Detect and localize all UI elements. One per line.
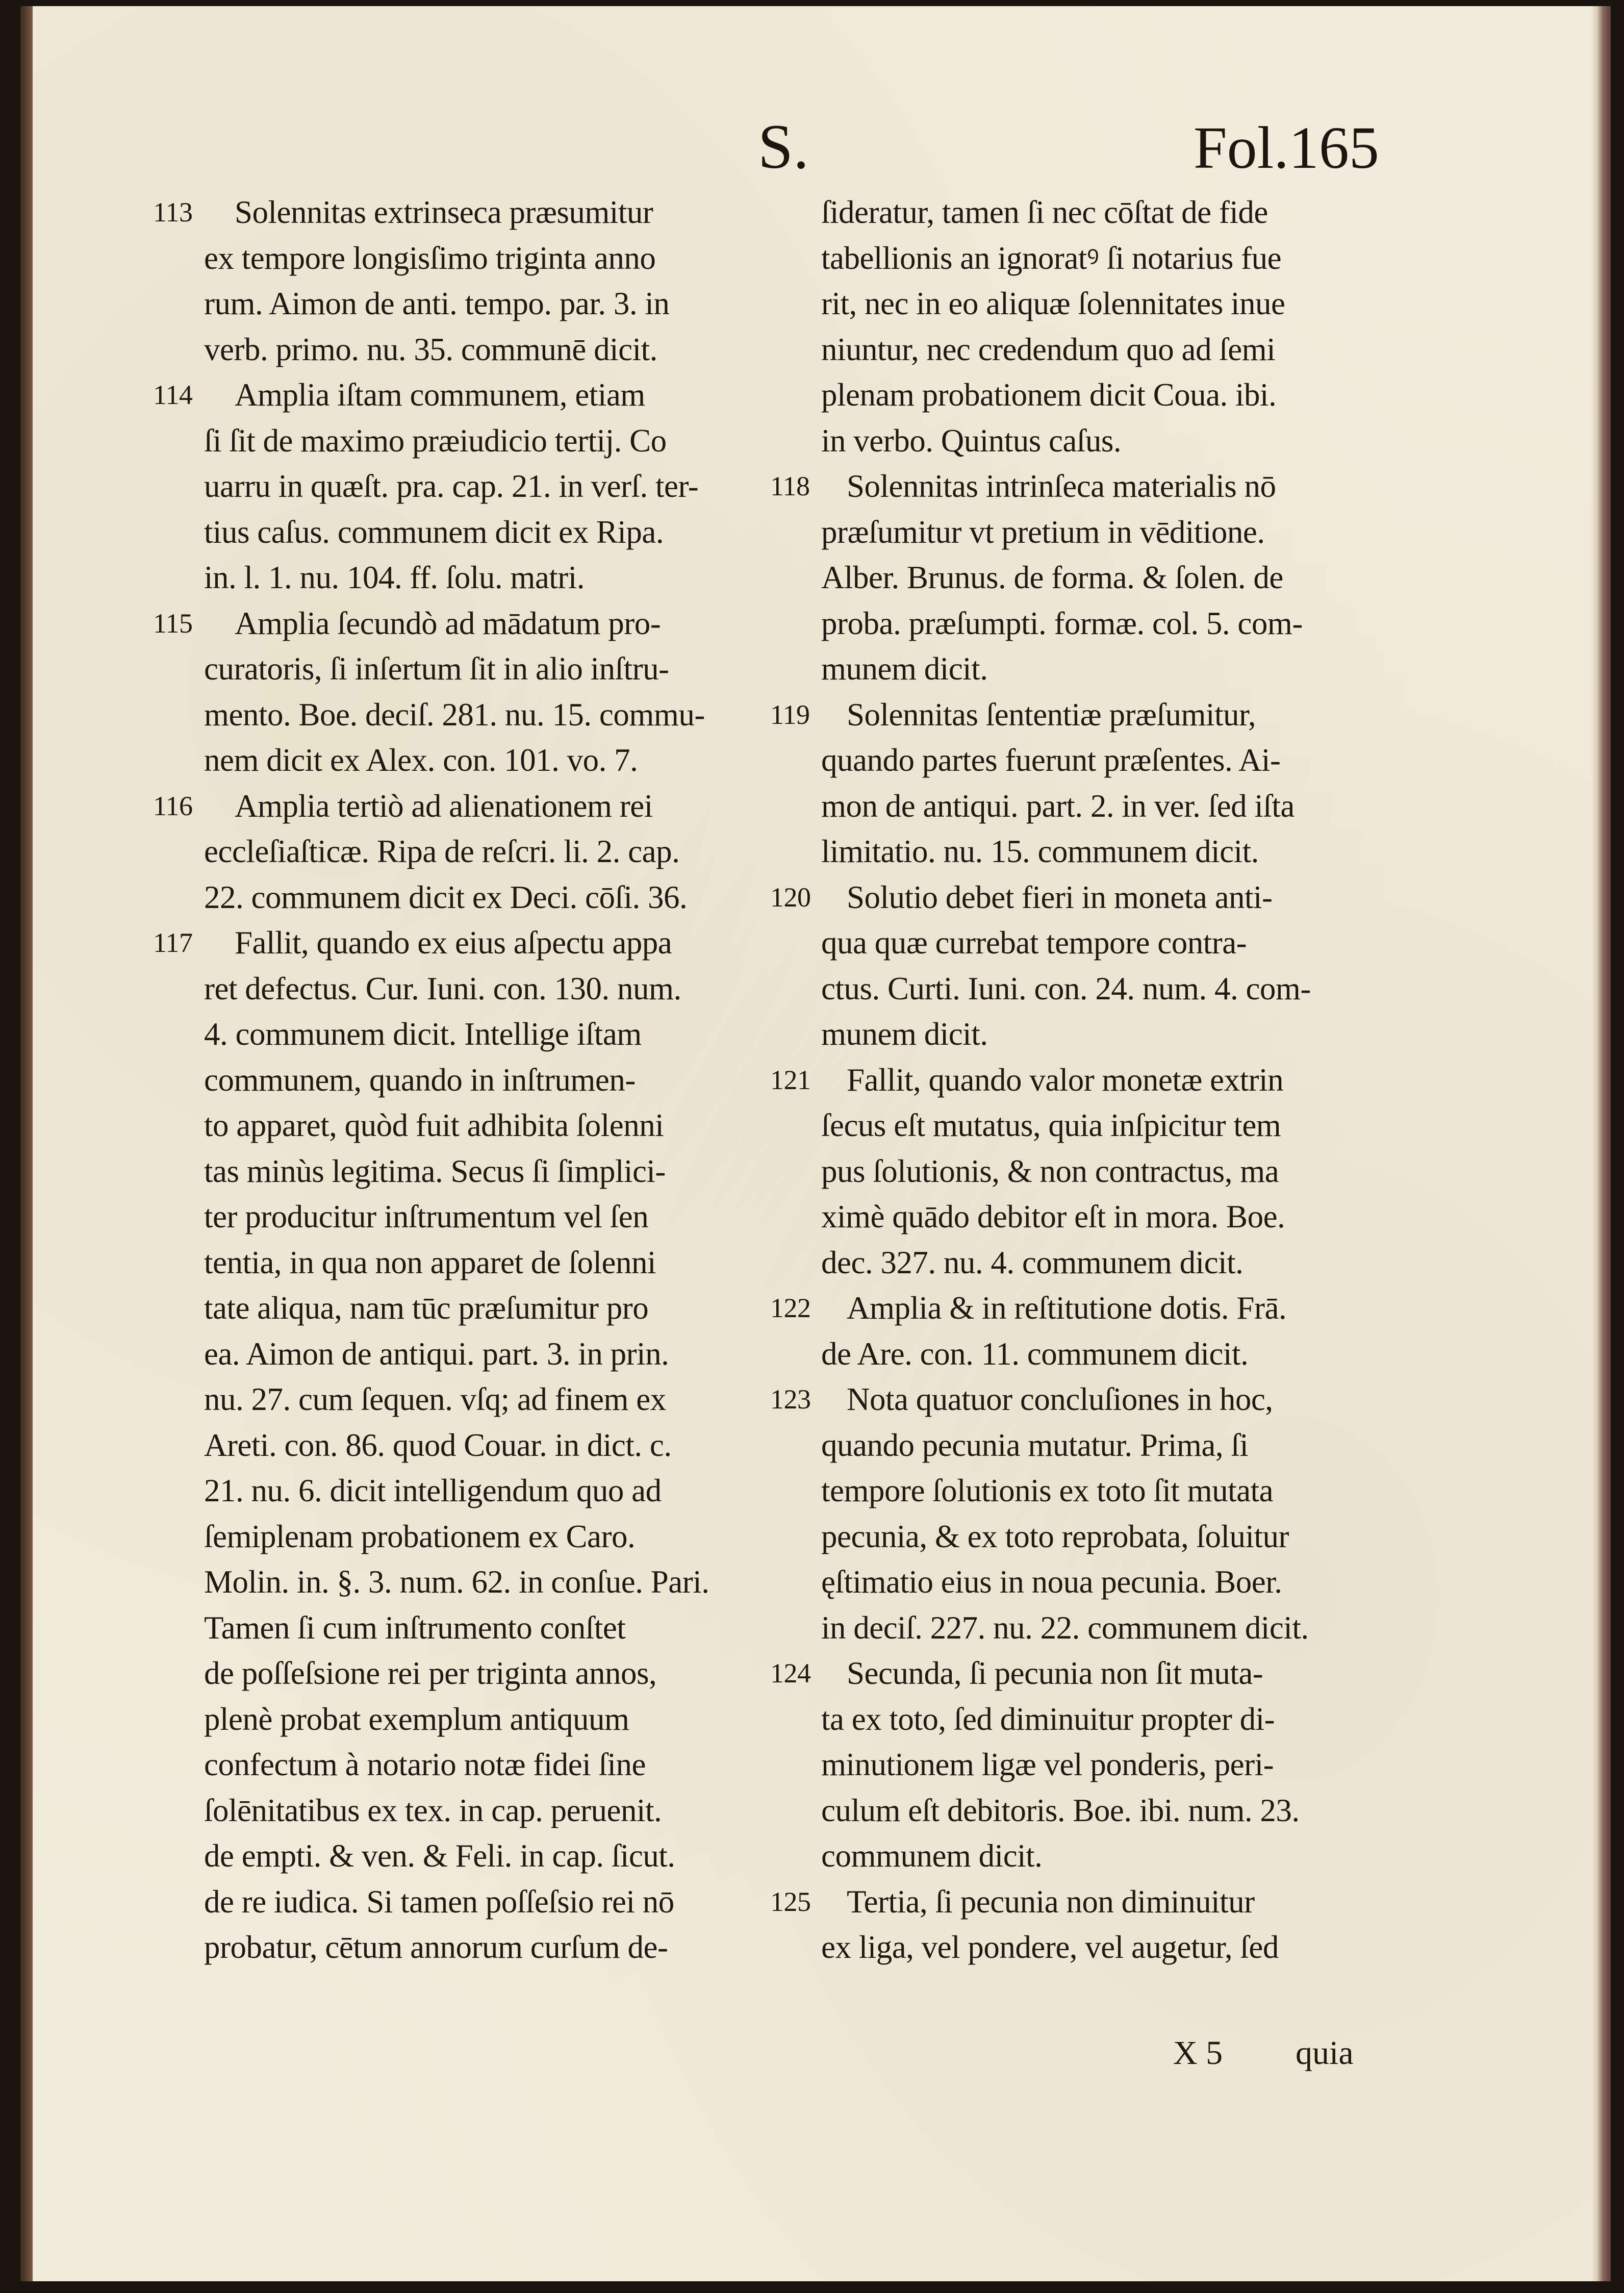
text-line: [153, 190, 765, 236]
text-line: [153, 1103, 765, 1149]
text-line: [770, 1331, 1382, 1377]
text-line: [770, 1651, 1382, 1697]
line-text: ſideratur, tamen ſi nec cōſtat de fide: [821, 194, 1268, 230]
text-line: [770, 875, 1382, 921]
line-text: de poſſeſsione rei per triginta annos,: [204, 1655, 657, 1691]
line-text: munem dicit.: [821, 651, 988, 687]
line-text: quando partes fuerunt præſentes. Ai-: [821, 742, 1281, 778]
text-line: [770, 1423, 1382, 1469]
text-line: [153, 236, 765, 282]
text-line: [153, 646, 765, 692]
line-text: plenam probationem dicit Coua. ibi.: [821, 377, 1277, 413]
text-line: [153, 1925, 765, 1971]
line-text: de empti. & ven. & Feli. in cap. ſicut.: [204, 1838, 675, 1874]
text-line: [770, 418, 1382, 464]
text-line: [153, 1377, 765, 1423]
paragraph-number: 116: [153, 790, 193, 821]
line-text: Fallit, quando ex eius aſpectu appa: [235, 925, 672, 961]
text-line: [770, 1925, 1382, 1971]
line-text: pus ſolutionis, & non contractus, ma: [821, 1153, 1279, 1189]
line-text: Amplia tertiò ad alienationem rei: [235, 788, 653, 824]
paragraph-number: 123: [770, 1384, 811, 1415]
line-text: nu. 27. cum ſequen. vſq; ad finem ex: [204, 1381, 666, 1417]
text-line: [153, 555, 765, 601]
line-text: tentia, in qua non apparet de ſolenni: [204, 1244, 656, 1280]
text-line: [153, 920, 765, 966]
text-line: [770, 692, 1382, 738]
text-line: [770, 1788, 1382, 1834]
line-text: ximè quādo debitor eſt in mora. Boe.: [821, 1199, 1285, 1234]
line-text: culum eſt debitoris. Boe. ibi. num. 23.: [821, 1792, 1300, 1828]
line-text: rit, nec in eo aliquæ ſolennitates inue: [821, 286, 1285, 321]
text-line: [153, 1057, 765, 1103]
paragraph-number: 117: [153, 927, 193, 958]
line-text: communem, quando in inſtrumen-: [204, 1062, 636, 1098]
line-text: Fallit, quando valor monetæ extrin: [847, 1062, 1284, 1098]
line-text: tas minùs legitima. Secus ſi ſimplici-: [204, 1153, 666, 1189]
text-line: [153, 1240, 765, 1286]
paragraph-number: 114: [153, 380, 193, 410]
text-line: [153, 1559, 765, 1605]
paragraph-number: 120: [770, 881, 811, 913]
line-text: mento. Boe. deciſ. 281. nu. 15. commu-: [204, 696, 705, 733]
line-text: ęſtimatio eius in noua pecunia. Boer.: [821, 1564, 1282, 1600]
text-line: [770, 236, 1382, 282]
text-line: [770, 1514, 1382, 1560]
text-line: [153, 1468, 765, 1514]
text-line: [770, 1240, 1382, 1286]
text-line: [153, 1286, 765, 1331]
text-line: [770, 1012, 1382, 1057]
line-text: ſi ſit de maximo præiudicio tertij. Co: [204, 422, 667, 459]
line-text: Solennitas extrinseca præsumitur: [235, 194, 653, 230]
text-line: [153, 1742, 765, 1788]
text-line: [153, 966, 765, 1012]
line-text: in deciſ. 227. nu. 22. communem dicit.: [821, 1609, 1309, 1646]
text-line: [153, 1012, 765, 1057]
line-text: præſumitur vt pretium in vēditione.: [821, 514, 1265, 550]
line-text: ret defectus. Cur. Iuni. con. 130. num.: [204, 970, 681, 1006]
line-text: munem dicit.: [821, 1016, 988, 1052]
text-line: [153, 1331, 765, 1377]
text-line: [770, 281, 1382, 327]
line-text: Areti. con. 86. quod Couar. in dict. c.: [204, 1427, 672, 1463]
line-text: qua quæ currebat tempore contra-: [821, 925, 1247, 961]
line-text: Amplia iſtam communem, etiam: [235, 377, 645, 413]
text-line: [770, 1833, 1382, 1879]
line-text: uarru in quæſt. pra. cap. 21. in verſ. ter-: [204, 468, 699, 504]
paragraph-number: 124: [770, 1658, 811, 1689]
text-line: [153, 1149, 765, 1195]
line-text: Tamen ſi cum inſtrumento conſtet: [204, 1609, 626, 1646]
text-line: [770, 1879, 1382, 1925]
text-line: [153, 510, 765, 556]
text-line: [770, 601, 1382, 647]
line-text: curatoris, ſi inſertum ſit in alio inſtru-: [204, 651, 669, 687]
line-text: dec. 327. nu. 4. communem dicit.: [821, 1244, 1244, 1280]
text-line: [770, 510, 1382, 556]
text-line: [153, 1194, 765, 1240]
text-line: [770, 1057, 1382, 1103]
line-text: tate aliqua, nam tūc præſumitur pro: [204, 1290, 649, 1326]
line-text: de Are. con. 11. communem dicit.: [821, 1336, 1249, 1372]
line-text: Tertia, ſi pecunia non diminuitur: [847, 1883, 1255, 1920]
line-text: Alber. Brunus. de forma. & ſolen. de: [821, 560, 1283, 595]
running-head-letter: S.: [758, 112, 809, 182]
paragraph-number: 122: [770, 1293, 811, 1323]
text-line: [153, 738, 765, 784]
line-text: Nota quatuor concluſiones in hoc,: [847, 1381, 1273, 1417]
text-line: [153, 1514, 765, 1560]
text-line: [153, 1423, 765, 1469]
text-line: [770, 1559, 1382, 1605]
text-line: [770, 372, 1382, 418]
line-text: communem dicit.: [821, 1838, 1043, 1874]
page-edge: [1591, 6, 1611, 2281]
text-line: [770, 464, 1382, 510]
line-text: quando pecunia mutatur. Prima, ſi: [821, 1427, 1249, 1463]
text-line: [770, 920, 1382, 966]
text-line: [153, 1879, 765, 1925]
line-text: ea. Aimon de antiqui. part. 3. in prin.: [204, 1336, 669, 1372]
line-text: Solennitas ſententiæ præſumitur,: [847, 696, 1256, 733]
text-line: [153, 281, 765, 327]
line-text: ſecus eſt mutatus, quia inſpicitur tem: [821, 1107, 1281, 1143]
line-text: in. l. 1. nu. 104. ff. ſolu. matri.: [204, 560, 585, 595]
text-line: [770, 1149, 1382, 1195]
line-text: 22. communem dicit ex Deci. cōſi. 36.: [204, 879, 688, 915]
line-text: verb. primo. nu. 35. communē dicit.: [204, 331, 657, 367]
line-text: mon de antiqui. part. 2. in ver. ſed iſta: [821, 788, 1295, 824]
line-text: probatur, cētum annorum curſum de-: [204, 1929, 668, 1965]
catchword: quia: [1296, 2034, 1354, 2072]
right-column: [770, 190, 1382, 1971]
book-page: [20, 6, 1611, 2281]
line-text: eccleſiaſticæ. Ripa de reſcri. li. 2. cap.: [204, 834, 680, 869]
text-line: [770, 1697, 1382, 1743]
text-line: [153, 784, 765, 829]
text-line: [153, 875, 765, 921]
text-line: [770, 646, 1382, 692]
paragraph-number: 125: [770, 1886, 811, 1917]
line-text: pecunia, & ex toto reprobata, ſoluitur: [821, 1518, 1289, 1554]
line-text: limitatio. nu. 15. communem dicit.: [821, 834, 1259, 869]
text-line: [153, 1788, 765, 1834]
text-line: [770, 1468, 1382, 1514]
line-text: Amplia & in reſtitutione dotis. Frā.: [847, 1290, 1287, 1326]
text-line: [770, 966, 1382, 1012]
text-line: [770, 1194, 1382, 1240]
line-text: Amplia ſecundò ad mādatum pro-: [235, 605, 661, 641]
line-text: nem dicit ex Alex. con. 101. vo. 7.: [204, 742, 638, 778]
line-text: Solutio debet fieri in moneta anti-: [847, 879, 1273, 915]
line-text: minutionem ligæ vel ponderis, peri-: [821, 1747, 1274, 1782]
line-text: niuntur, nec credendum quo ad ſemi: [821, 331, 1276, 367]
text-line: [153, 327, 765, 373]
line-text: 21. nu. 6. dicit intelligendum quo ad: [204, 1473, 662, 1508]
line-text: tius caſus. communem dicit ex Ripa.: [204, 514, 664, 550]
text-line: [153, 418, 765, 464]
text-line: [153, 1651, 765, 1697]
line-text: ex liga, vel pondere, vel augetur, ſed: [821, 1929, 1279, 1965]
binding-gutter: [20, 6, 33, 2281]
text-line: [770, 784, 1382, 829]
line-text: ta ex toto, ſed diminuitur propter di-: [821, 1701, 1275, 1737]
line-text: ſemiplenam probationem ex Caro.: [204, 1518, 636, 1554]
line-text: plenè probat exemplum antiquum: [204, 1701, 629, 1737]
paragraph-number: 121: [770, 1064, 811, 1095]
signature-mark: X 5: [1173, 2034, 1223, 2072]
line-text: tempore ſolutionis ex toto ſit mutata: [821, 1473, 1274, 1508]
line-text: rum. Aimon de anti. tempo. par. 3. in: [204, 286, 670, 321]
folio-number: Fol.165: [1194, 114, 1379, 181]
text-line: [770, 555, 1382, 601]
text-line: [153, 372, 765, 418]
line-text: Solennitas intrinſeca materialis nō: [847, 468, 1276, 504]
text-line: [770, 1377, 1382, 1423]
text-line: [153, 1605, 765, 1651]
paragraph-number: 115: [153, 608, 193, 639]
line-text: tabellionis an ignoratꝰ ſi notarius fue: [821, 240, 1282, 276]
text-line: [153, 1697, 765, 1743]
line-text: de re iudica. Si tamen poſſeſsio rei nō: [204, 1883, 674, 1920]
text-line: [153, 1833, 765, 1879]
line-text: ctus. Curti. Iuni. con. 24. num. 4. com-: [821, 970, 1311, 1006]
text-line: [770, 738, 1382, 784]
text-line: [153, 601, 765, 647]
paragraph-number: 118: [770, 471, 810, 501]
line-text: proba. præſumpti. formæ. col. 5. com-: [821, 605, 1303, 641]
paragraph-number: 119: [770, 699, 810, 730]
text-line: [770, 190, 1382, 236]
text-line: [770, 1103, 1382, 1149]
left-column: [153, 190, 765, 1971]
text-line: [770, 1605, 1382, 1651]
line-text: in verbo. Quintus caſus.: [821, 422, 1122, 459]
text-line: [770, 327, 1382, 373]
line-text: ſolēnitatibus ex tex. in cap. peruenit.: [204, 1792, 662, 1828]
line-text: Molin. in. §. 3. num. 62. in conſue. Pari.: [204, 1564, 709, 1600]
text-line: [770, 1286, 1382, 1331]
paragraph-number: 113: [153, 197, 193, 228]
line-text: ex tempore longisſimo triginta anno: [204, 240, 656, 276]
line-text: to apparet, quòd fuit adhibita ſolenni: [204, 1107, 664, 1143]
line-text: ter producitur inſtrumentum vel ſen: [204, 1199, 649, 1234]
text-line: [153, 692, 765, 738]
line-text: confectum à notario notæ fidei ſine: [204, 1747, 646, 1782]
line-text: Secunda, ſi pecunia non ſit muta-: [847, 1655, 1263, 1691]
text-line: [153, 829, 765, 875]
text-line: [770, 1742, 1382, 1788]
text-line: [770, 829, 1382, 875]
line-text: 4. communem dicit. Intellige iſtam: [204, 1016, 642, 1052]
text-line: [153, 464, 765, 510]
